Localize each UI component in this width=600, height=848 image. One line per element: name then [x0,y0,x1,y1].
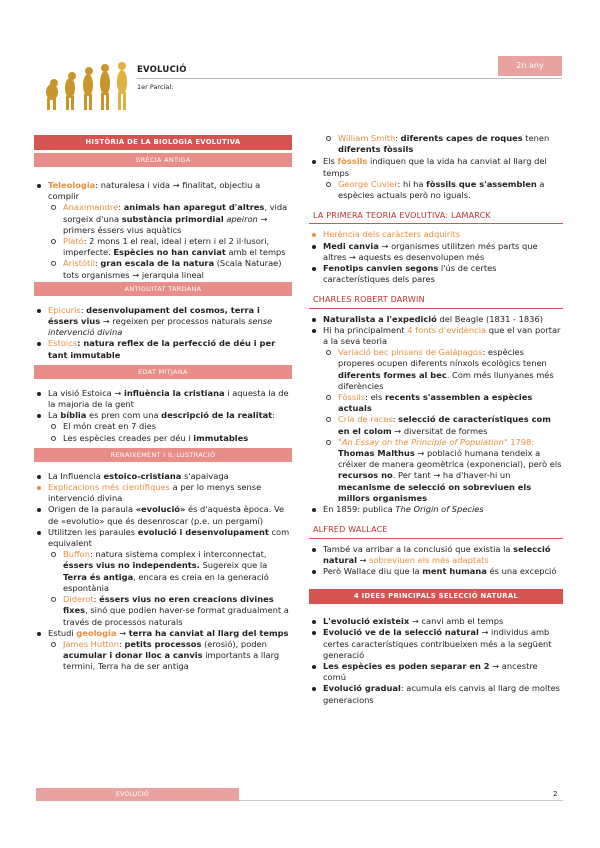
list-item: James Hutton: petits processos (erosió), poden acumular i donar lloc a canvis importants a llarg termini, Terra ha de ser antiga [63,639,292,673]
list-item: Naturalista a l'expedició del Beagle (1831 - 1836) [323,314,563,325]
left-column [34,135,292,677]
list-item: Plató: 2 mons 1 el real, ideal i etern i el 2 il·lusori, imperfecte. Espècies no han canviat amb el temps [63,236,292,258]
document-subtitle: 1er Parcial: [137,83,174,91]
list-item: En 1859: publica The Origin of Species [323,504,563,515]
section-band-grecia: GRÈCIA ANTIGA [34,153,292,167]
list-item: Estoics: natura reflex de la perfecció de déu i per tant immutable [48,338,292,360]
list-item: Explicacions més científiques a per lo menys sense intervenció divina [48,482,292,504]
section-band-antiguitat: ANTIGUITAT TARDANA [34,282,292,296]
list-item: El món creat en 7 dies [63,421,292,432]
document-title: EVOLUCIÓ [137,65,187,75]
sub-list [323,179,563,201]
list-item: La visió Estoica → influència la cristiana i aquesta la de la majoria de la gent [48,388,292,410]
list-item: Epicuris: desenvolupament del cosmos, terra i éssers vius → regeixen per processos naturals sense intervenció divina [48,305,292,339]
sub-list [48,549,292,627]
list-item: "An Essay on the Principle of Population" 1798: Thomas Malthus → població humana tendeix a créixer de manera geomètrica (exponencial), però els recursos no. Per tant → ha d'haver-hi un mecanisme de selecció on sobreviuen els millors organismes [338,436,562,503]
list-item: Anaximandre: animals han aparegut d'altres, vida sorgeix d'una substància primordial apeiron → primers éssers vius aquàtics [63,202,292,236]
list-item: Les espècies creades per déu i immutables [63,433,292,444]
list-item: Aristòtil: gran escala de la natura (Scala Naturae) tots organismes → jerarquia lineal [63,258,292,280]
list-item: Però Wallace diu que la ment humana és una excepció [323,566,563,577]
footer-label: EVOLUCIÓ [36,788,239,801]
evolution-logo-icon [42,60,132,114]
list-item: Estudi geologia → terra ha canviat al llarg del temps James Hutton: petits processos (erosió), poden acumular i donar lloc a canvis importants a llarg termini, Terra ha de ser antiga [48,628,292,673]
section-band-renaixement: RENAIXEMENT I IL·LUSTRACIÓ [34,448,292,462]
right-column [309,133,563,710]
list-item: La Influencia estoico-cristiana s'apaivaga [48,471,292,482]
section-heading-wallace: ALFRED WALLACE [309,521,563,538]
list-item: Diderot: éssers vius no eren creacions divines fixes, sinó que podien haver-se format gradualment a través de processos naturals [63,594,292,628]
sub-list [323,347,563,504]
main-section-band: HISTÒRIA DE LA BIOLOGIA EVOLUTIVA [34,135,292,150]
list-item: Medi canvia → organismes utilitzen més parts que altres → aquests es desenvolupen més [323,241,563,263]
list-item: Cria de races: selecció de característiques com en el colom → diversitat de formes [338,414,563,436]
section-heading-lamarck: LA PRIMERA TEORIA EVOLUTIVA: LAMARCK [309,207,563,224]
bullet-list [309,544,563,578]
bullet-list [34,305,292,361]
section-band-seleccio-natural: 4 IDEES PRINCIPALS SELECCIÓ NATURAL [309,589,563,604]
bullet-list [34,388,292,444]
year-badge: 2n any [498,56,562,76]
list-item: Evolució gradual: acumula els canvis al llarg de moltes generacions [323,683,563,705]
section-heading-darwin: CHARLES ROBERT DARWIN [309,291,563,308]
sub-list [309,133,563,155]
bullet-list [309,229,563,285]
list-item: George Cuvier: hi ha fòssils que s'assemblen a espècies actuals però no iguals. [338,179,563,201]
footer-divider [239,800,563,801]
bullet-list [309,314,563,516]
list-item: Teleologia: naturalesa i vida → finalitat, objectiu a complir Anaximandre: animals han aparegut d'altres, vida sorgeix d'una substància primordial apeiron → primers éssers vius aquàtics Plató: 2 mons 1 el real, ideal i etern i el 2 il·lusori, imperfecte. Espècies no han canviat amb el temps Aristòtil: gran escala de la natura (Scala Naturae) tots organismes → jerarquia lineal [48,180,292,281]
bullet-list [34,471,292,673]
list-item: Herència dels caràcters adquirits [323,229,563,240]
list-item: La bíblia es pren com una descripció de la realitat: El món creat en 7 dies Les espècies creades per déu i immutables [48,410,292,444]
list-item: L'evolució existeix → canvi amb el temps [323,616,563,627]
list-item: Utilitzen les paraules evolució i desenvolupament com equivalent Buffon: natura sistema complex i interconnectat, éssers vius no independents. Sugereix que la Terra és antiga, encara es creia en la generació espontània Diderot: éssers vius no eren creacions divines fixes, sinó que podien haver-se format gradualment a través de processos naturals [48,527,292,628]
sub-list [48,639,292,673]
bullet-list [34,180,292,281]
list-item: Hi ha principalment 4 fonts d'evidència que el van portar a la seva teoria Variació bec pinsans de Galápagos: espècies properes ocupen diferents nínxols ecològics tenen diferents formes al bec. Com més llunyanes més diferències Fòssils: els recents s'assemblen a espècies actuals Cria de races: selecció de característiques com en el colom → diversitat de formes "An Essay on the Principle of Population" 1798: Thomas Malthus → població humana tendeix a créixer de manera geomètrica (exponencial), però els recursos no. Per tant → ha d'haver-hi un mecanisme de selecció on sobreviuen els millors organismes [323,324,562,503]
list-item: Variació bec pinsans de Galápagos: espècies properes ocupen diferents nínxols ecològics tenen diferents formes al bec. Com més llunyanes més diferències [338,347,563,392]
section-band-edat-mitjana: EDAT MITJANA [34,365,292,379]
header-divider [137,78,562,79]
sub-list [48,421,292,443]
list-item: També va arribar a la conclusió que existia la selecció natural → sobreviuen els més adaptats [323,544,563,566]
list-item: Buffon: natura sistema complex i interconnectat, éssers vius no independents. Sugereix que la Terra és antiga, encara es creia en la generació espontània [63,549,292,594]
list-item: Origen de la paraula «evolució» és d'aquesta època. Ve de «evolutio» que és desenroscar (p.e. un pergamí) [48,504,292,526]
bullet-list [309,616,563,706]
sub-list [48,202,292,280]
list-item: Els fòssils indiquen que la vida ha canviat al llarg del temps George Cuvier: hi ha fòssils que s'assemblen a espècies actuals però no iguals. [323,156,563,201]
bullet-list [309,156,563,201]
list-item: Les espècies es poden separar en 2 → ancestre comú [323,661,563,683]
list-item: Fòssils: els recents s'assemblen a espècies actuals [338,392,563,414]
list-item: Fenotips canvien segons l'ús de certes característiques dels pares [323,263,563,285]
list-item: William Smith: diferents capes de roques tenen diferents fòssils [338,133,563,155]
list-item: Evolució ve de la selecció natural → individus amb certes característiques contribueixen més a la següent generació [323,627,563,661]
page-number: 2 [553,790,558,798]
